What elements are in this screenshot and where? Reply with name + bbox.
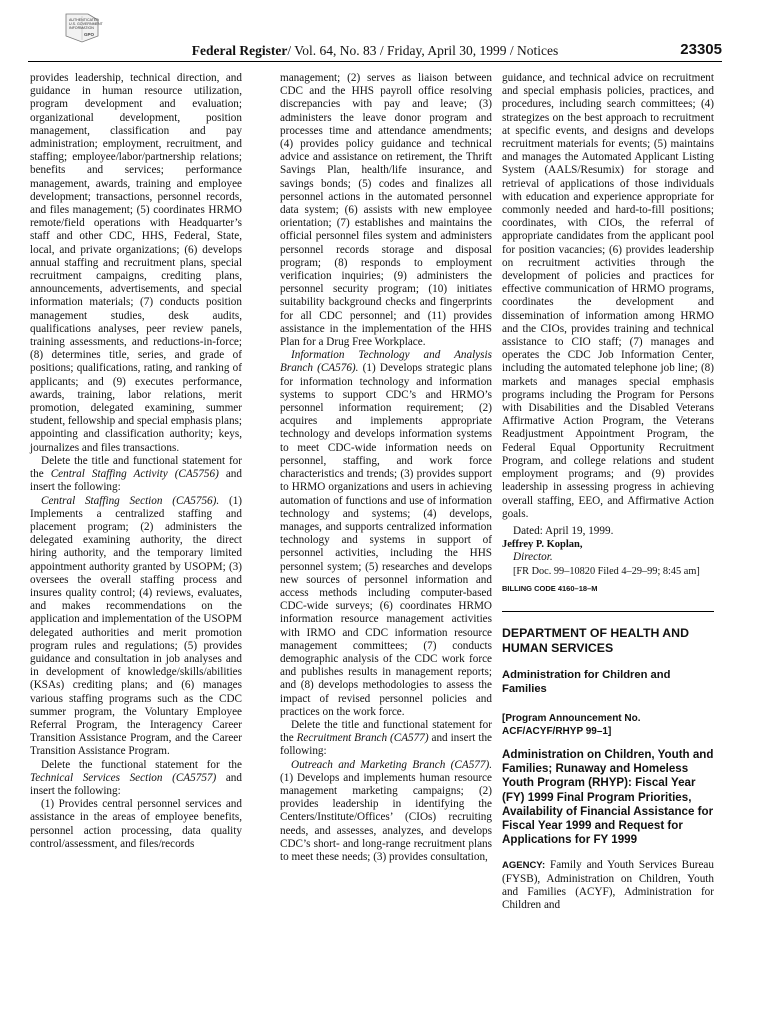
header-citation [28,43,722,59]
gpo-authenticated-logo [62,12,104,44]
paragraph: provides leadership, technical direction, and guidance in human resource utilization, program development and evaluation; organizational development, position management, classification and pay administration; employment, recruitment, and staffing; employee/labor/partnership relations; benefits and services; performance management, awards, training and employee development; transactions, personnel records, and files management; (5) coordinates HRMO remote/field operations with Headquarter’s staff and other CDC, HHS, Federal, State, local, and private organizations; (6) develops annual staffing and recruitment plans, special recruitment campaigns, crediting plans, announcements, advertisements, and special information materials; (7) conducts position management studies, desk audits, qualifications analyses, peer review panels, training assessments, and reductions-in-force; (8) determines title, series, and grade of positions; qualifications, rating, and ranking of applicants; and (9) executes performance, awards, training, labor relations, merit promotion, delegated examining, summer student, fellowship and special emphasis plans; appointing and classification authority; keys, journalizes and files transactions. [30,72,242,454]
paragraph: Delete the title and functional statement for the Recruitment Branch (CA577) and insert the following: [280,718,493,758]
paragraph: guidance, and technical advice on recruitment and special emphasis policies, practices, and procedures, including search committees; (4) strategizes on the best approach to recruitment at specific events, and designs and develops recruitment materials for events; (5) maintains and manages the Automated Applicant Listing System (AALS/Resumix) for storage and retrieval of applications of those individuals with education and experience appropriate for commonly needed and hard-to-fill positions; coordinates, with CIOs, the referral of appropriate candidates from the applicant pool for position vacancies; (6) provides leadership on recruitment activities through the development of policies and practices for effective communication of HRMO programs, coordinates the development and dissemination of information among HRMO and the CIOs, provides training and technical assistance to CIO staff; (7) manages and operates the CDC Job Information Center, including the automated telephone job line; (8) markets and manages special emphasis programs including the Program for Persons with Disabilities and the Disabled Veterans Affirmative Action Program, the Veterans Readjustment Appointment Program, the Federal Equal Opportunity Recruitment Program, and college relations and student employment programs; and (9) provides leadership in assessing progress in achieving overall staffing, EEO, and Affirmative Action goals. [502,72,714,520]
svg-text:GPO: GPO [84,32,95,37]
section-divider [502,611,714,612]
signer-name: Jeffrey P. Koplan, [502,539,583,551]
paragraph: Central Staffing Section (CA5756). (1) Implements a centralized staffing and placement program; (2) administers the delegated examining authority, the direct hiring authority, and the temporary limited appointment authority granted by USOPM; (3) oversees the overall staffing process and insures quality control; (4) reviews, evaluates, and makes recommendations on the application and implementation of the USOPM delegated authorities and merit promotion program rules and regulations; (5) provides guidance and consultation in job analyses and in development of knowledge/skills/abilities (KSAs) crediting plans; and (6) manages various staffing programs such as the CDC summer program, the Voluntary Employee Referral Program, the Interagency Career Transition Assistance Program, and the Career Transition Assistance Program. [30,494,243,758]
svg-text:INFORMATION: INFORMATION [69,26,94,30]
page-header [28,41,722,62]
text-column-2 [280,72,492,864]
document-title: Administration on Children, Youth and Families; Runaway and Homeless Youth Program (RHYP): Fiscal Year (FY) 1999 Final Program Priorities, Availability of Financial Assistance for Fiscal Year 1999 and Request for Applications for FY 1999 [502,747,714,847]
program-announcement: [Program Announcement No. ACF/ACYF/RHYP 99–1] [502,712,641,737]
page-number: 23305 [680,41,722,58]
paragraph: (1) Provides central personnel services and assistance in the areas of employee benefits, personnel action processing, data quality control/assessment, and files/records [30,798,242,850]
agency-paragraph: AGENCY: Family and Youth Services Bureau (FYSB), Administration on Children, Youth and Families (ACYF), Administration for Children and [502,859,714,911]
paragraph: Delete the title and functional statement for the Central Staffing Activity (CA5756) and insert the following: [30,454,242,494]
text-column-3 [502,72,714,912]
signer-title: Director. [513,551,553,564]
billing-code: BILLING CODE 4160–18–M [502,583,598,593]
fr-doc-line: [FR Doc. 99–10820 Filed 4–29–99; 8:45 am] [513,565,700,577]
paragraph: Outreach and Marketing Branch (CA577). (1) Develops and implements human resource management marketing campaigns; (2) provides leadership in identifying the Centers/Institute/Offices’ (CIOs) recruiting needs, and assesses, analyzes, and develops CDC’s short- and long-range recruitment plans to meet these needs; (3) provides consultation, [280,758,492,863]
agency-heading: DEPARTMENT OF HEALTH AND HUMAN SERVICES [502,625,689,655]
paragraph: Information Technology and Analysis Branch (CA576). (1) Develops strategic plans for information technology and information systems to support CDC’s and HRMO’s personnel information requirement; (2) acquires and implements appropriate technology and develops information systems to meet CDC-wide information needs on personnel, staffing, and work force characteristics and trends; (3) provides support to HRMO organizations and users in achieving automation of functions and use of information technology and systems; (4) develops, manages, and supports centralized information technology and systems in support of personnel activities, including the HHS personnel system; (5) researches and develops new sources of personnel information and access methods including computer-based CDC-wide surveys; (6) coordinates HRMO information resource management activities with IRMO and CDC information resource management committees; (7) conducts demographic analysis of the CDC work force and publishes results in management reports; and (8) develops methodologies to assess the impact of revised personnel policies and practices on the work force. [280,349,492,718]
journal-name: Federal Register [191,43,288,58]
subagency-heading: Administration for Children and Families [502,668,671,695]
dated-line: Dated: April 19, 1999. [513,524,614,537]
issue-info: / Vol. 64, No. 83 / Friday, April 30, 1999 / Notices [287,43,559,58]
svg-text:AUTHENTICATED: AUTHENTICATED [69,18,99,22]
paragraph: management; (2) serves as liaison between CDC and the HHS payroll office resolving discrepancies with pay and leave; (3) administers the leave donor program and processes time and attendance amendments; (4) provides policy guidance and technical advice and assistance on retirement, the Thrift Savings Plan, health/life insurance, and savings bonds; (5) codes and finalizes all personnel actions in the automated personnel data system; (6) assists with new employee orientation; (7) establishes and maintains the official personnel files system and administers personnel records storage and disposal program; (8) responds to employment verification inquiries; (9) administers the personnel security program; (10) initiates suitability background checks and fingerprints for all CDC personnel; and (11) provides assistance in the implementation of the HHS Plan for a Drug Free Workplace. [280,72,492,349]
paragraph: Delete the functional statement for the Technical Services Section (CA5757) and insert the following: [30,758,242,797]
text-column-1 [30,72,242,851]
svg-text:U.S. GOVERNMENT: U.S. GOVERNMENT [69,22,103,26]
